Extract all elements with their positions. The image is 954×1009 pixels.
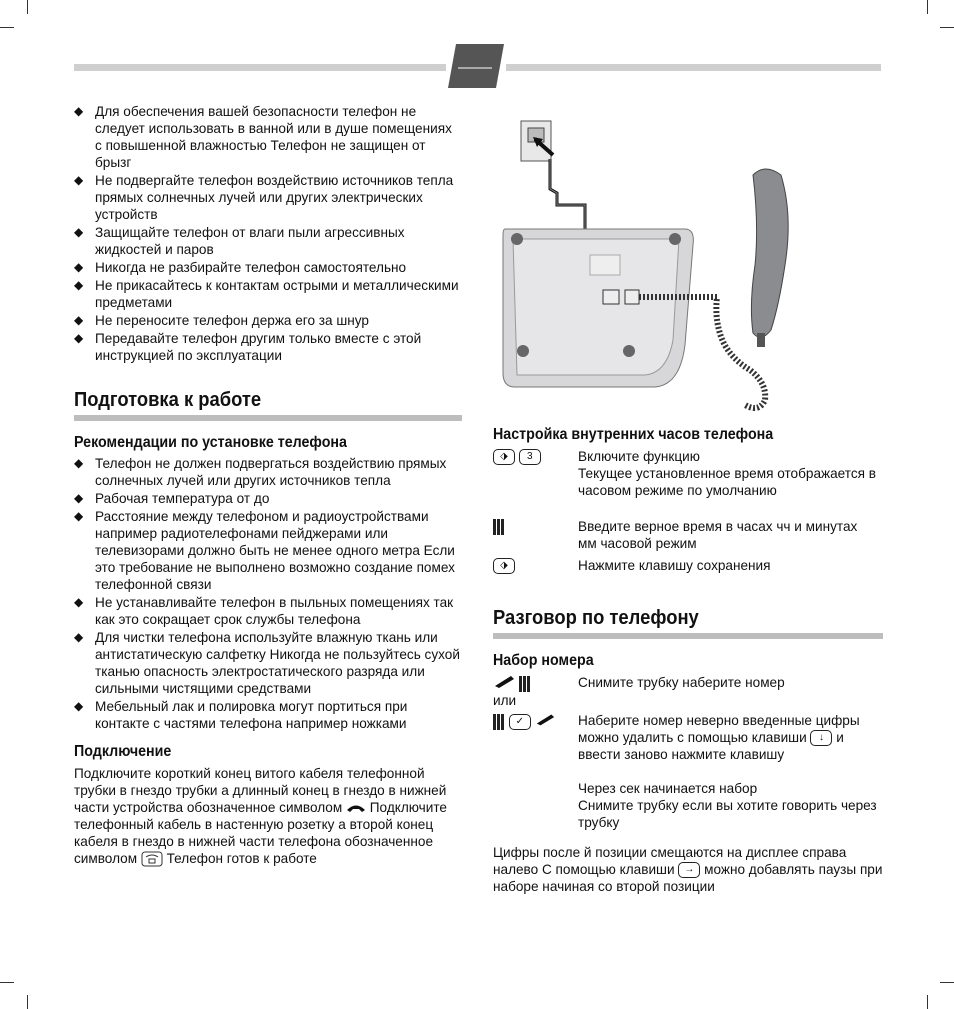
list-item: ◆ Никогда не разбирайте телефон самостоятельно (74, 260, 407, 275)
section-title: Подготовка к работе (74, 389, 262, 411)
pause-key-icon: → (678, 862, 700, 878)
list-item: ◆ Не устанавливайте телефон в пыльных помещениях так как это сокращает срок службы телефона (74, 595, 454, 627)
list-item: ◆ Защищайте телефон от влаги пыли агрессивных жидкостей и паров (74, 225, 405, 257)
lift-handset-icon (535, 712, 555, 726)
list-item: ◆ Рабочая температура от до (74, 491, 270, 506)
crop-mark (927, 995, 928, 1009)
crop-mark (0, 27, 14, 28)
list-item: ◆ Для чистки телефона используйте влажную ткань или антистатическую салфетку Никогда не пользуйтесь сухой тканью опасность электростатического разряда или сильными чистящими средствами (74, 630, 460, 696)
right-column: Настройка внутренних часов телефона ⬗ 3 Включите функцию Текущее установленное время отображается в часовом режиме по умолчанию Введите верное время в часах чч и минутах мм часовой режим ⬗ Нажмите клавишу сохранения Разговор по телефону Набор номера Снимите трубку наберите номер или ✓ Наберите номер неверно введенные цифры можно удалить с помощью клавиши ↓ и ввести заново нажмите клавишу Через сек начинается набор Снимите трубку если вы хотите говорить через трубку Цифры после й позиции смещаются на дисплее справа налево С помощью клавиши → можно добавлять паузы при наборе начиная со второй позиции (493, 426, 883, 895)
page-tab (448, 44, 504, 88)
crop-mark (940, 982, 954, 983)
connect-text: Подключите короткий конец витого кабеля телефонной трубки в гнездо трубки а длинный конец в гнездо в нижней части устройства обозначенное символом Подключите телефонный кабель в настенную розетку а второй конец кабеля в гнездо в нижней части телефона обозначенное символом Телефон готов к работе (74, 766, 447, 866)
telephone-icon (141, 851, 163, 867)
left-column (74, 103, 462, 867)
ok-key-icon: ✓ (509, 714, 531, 730)
phone-connection-illustration (495, 115, 800, 420)
list-item: ◆ Телефон не должен подвергаться воздействию прямых солнечных лучей или других источников тепла (74, 456, 447, 488)
menu-key-icon: ⬗ (493, 449, 515, 465)
save-key-icon: ⬗ (493, 558, 515, 574)
keypad-icon (519, 676, 531, 692)
list-item: ◆ Не подвергайте телефон воздействию источников тепла прямых солнечных лучей или других электрических устройств (74, 173, 454, 222)
list-item: ◆ Для обеспечения вашей безопасности телефон не следует использовать в ванной или в душе помещениях с повышенной влажностью Телефон не защищен от брызг (74, 104, 452, 170)
install-title: Рекомендации по установке телефона (74, 434, 347, 451)
list-item: ◆ Не прикасайтесь к контактам острыми и металлическими предметами (74, 278, 459, 310)
header-bar-right (506, 64, 881, 71)
list-item: ◆ Передавайте телефон другим только вместе с этой инструкцией по эксплуатации (74, 331, 422, 363)
safety-list (74, 103, 462, 364)
handset-icon (346, 803, 366, 813)
digits-text: Цифры после й позиции смещаются на дисплее справа налево С помощью клавиши → можно добавлять паузы при наборе начиная со второй позиции (493, 845, 883, 895)
talk-title: Разговор по телефону (493, 607, 699, 629)
keypad-icon (493, 519, 505, 535)
delete-key-icon: ↓ (810, 730, 832, 746)
clock-title: Настройка внутренних часов телефона (493, 426, 774, 443)
keypad-icon (493, 714, 505, 730)
list-item: ◆ Расстояние между телефоном и радиоустройствами например радиотелефонами пейджерами или телевизорами должно быть не менее одного метра Если это требование не выполнено возможно создание помех телефонной связи (74, 509, 455, 592)
crop-mark (927, 0, 928, 14)
connect-title: Подключение (74, 743, 172, 760)
lift-handset-icon (493, 674, 515, 688)
crop-mark (940, 27, 954, 28)
crop-mark (0, 982, 14, 983)
crop-mark (27, 995, 28, 1009)
install-list (74, 455, 462, 732)
crop-mark (27, 0, 28, 14)
key-3-icon: 3 (519, 449, 541, 465)
dial-title: Набор номера (493, 652, 594, 669)
header-bar-left (74, 64, 446, 71)
list-item: ◆ Мебельный лак и полировка могут портиться при контакте с частями телефона например ножками (74, 699, 408, 731)
list-item: ◆ Не переносите телефон держа его за шнур (74, 313, 369, 328)
